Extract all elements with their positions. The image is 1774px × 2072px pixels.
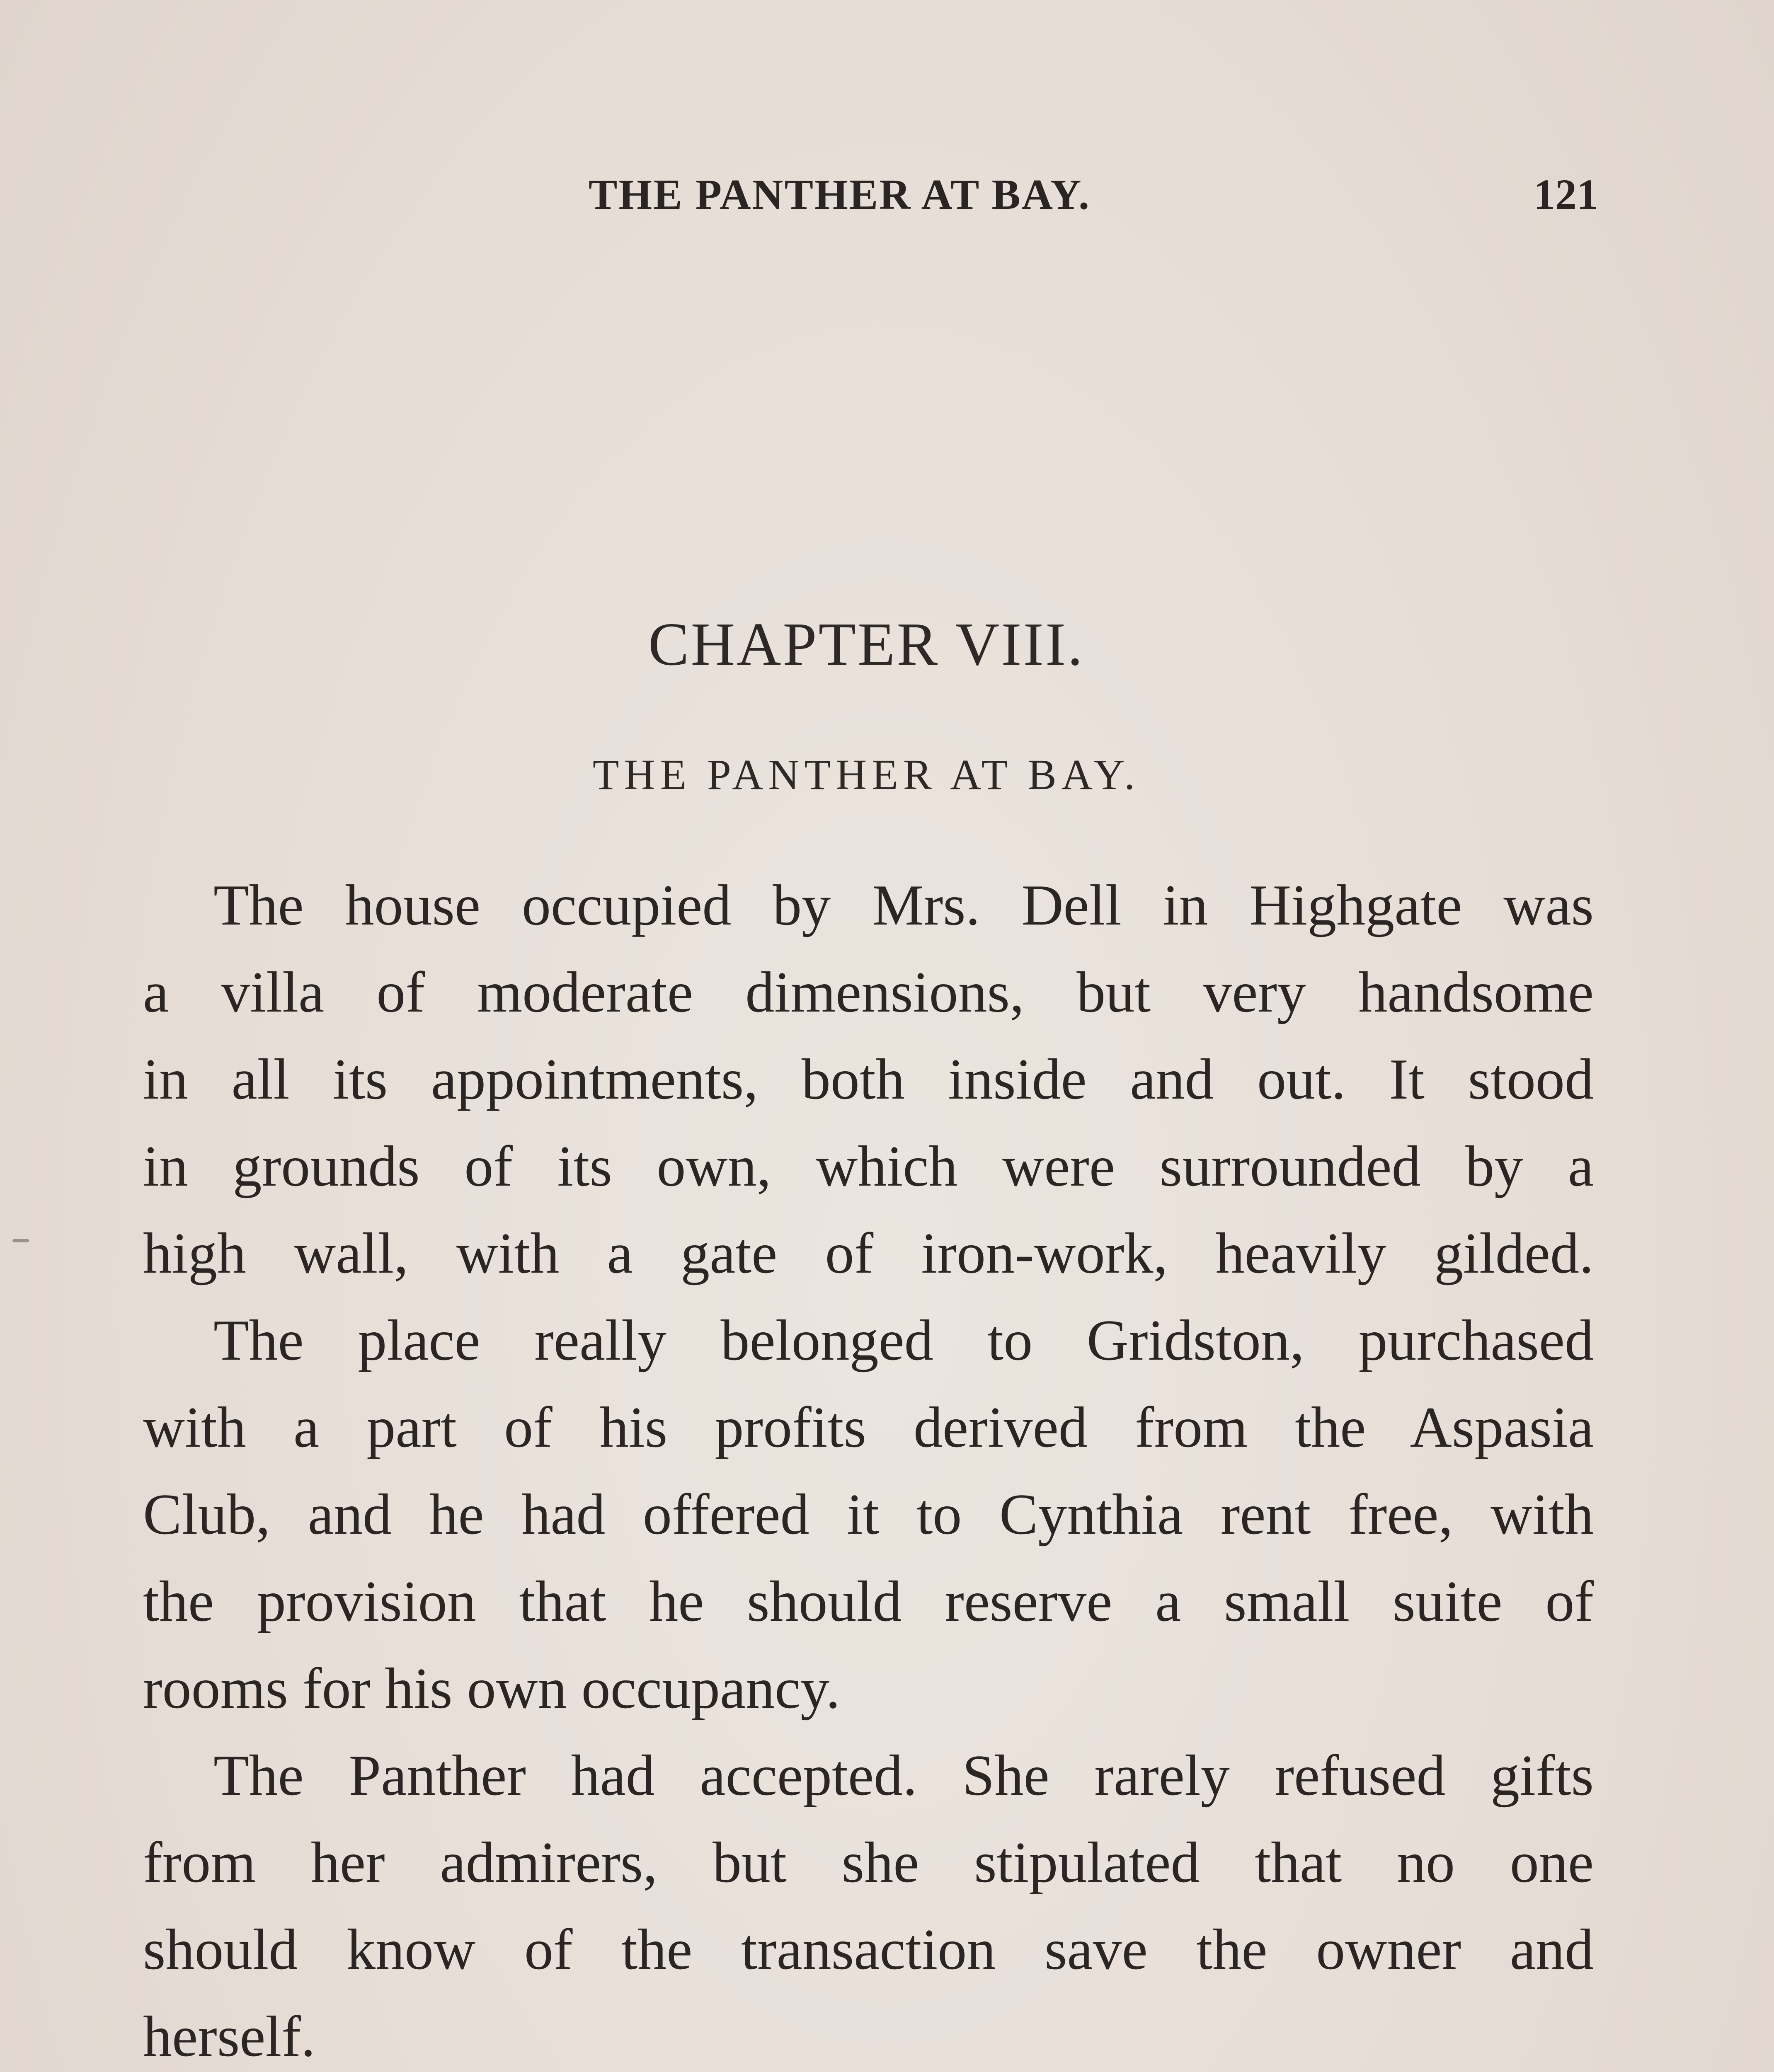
text-line: The place really belonged to Gridston, purchased xyxy=(213,1308,1594,1372)
chapter-subtitle: THE PANTHER AT BAY. xyxy=(592,751,1140,799)
text-line: should know of the transaction save the owner and xyxy=(143,1917,1594,1982)
text-line: The house occupied by Mrs. Dell in Highgate was xyxy=(213,873,1594,937)
text-line: from her admirers, but she stipulated that no one xyxy=(143,1830,1594,1895)
text-line: in grounds of its own, which were surrounded by a xyxy=(143,1134,1594,1198)
text-line: The Panther had accepted. She rarely refused gifts xyxy=(213,1743,1594,1808)
chapter-title: CHAPTER VIII. xyxy=(648,610,1085,678)
running-head-title: THE PANTHER AT BAY. xyxy=(589,171,1091,218)
page-number: 121 xyxy=(1534,171,1598,218)
paper-speck xyxy=(12,1239,29,1242)
text-line: in all its appointments, both inside and out. It stood xyxy=(143,1047,1594,1111)
text-line: a villa of moderate dimensions, but very handsome xyxy=(143,960,1594,1024)
text-line: rooms for his own occupancy. xyxy=(143,1656,841,1721)
body-text xyxy=(143,862,1594,2072)
text-line: with a part of his profits derived from the Aspasia xyxy=(143,1395,1594,1460)
text-line: the provision that he should reserve a small suite of xyxy=(143,1569,1594,1634)
text-line: high wall, with a gate of iron-work, heavily gilded. xyxy=(143,1221,1594,1285)
text-line: herself. xyxy=(143,2004,315,2069)
text-line: Club, and he had offered it to Cynthia rent free, with xyxy=(143,1482,1594,1547)
